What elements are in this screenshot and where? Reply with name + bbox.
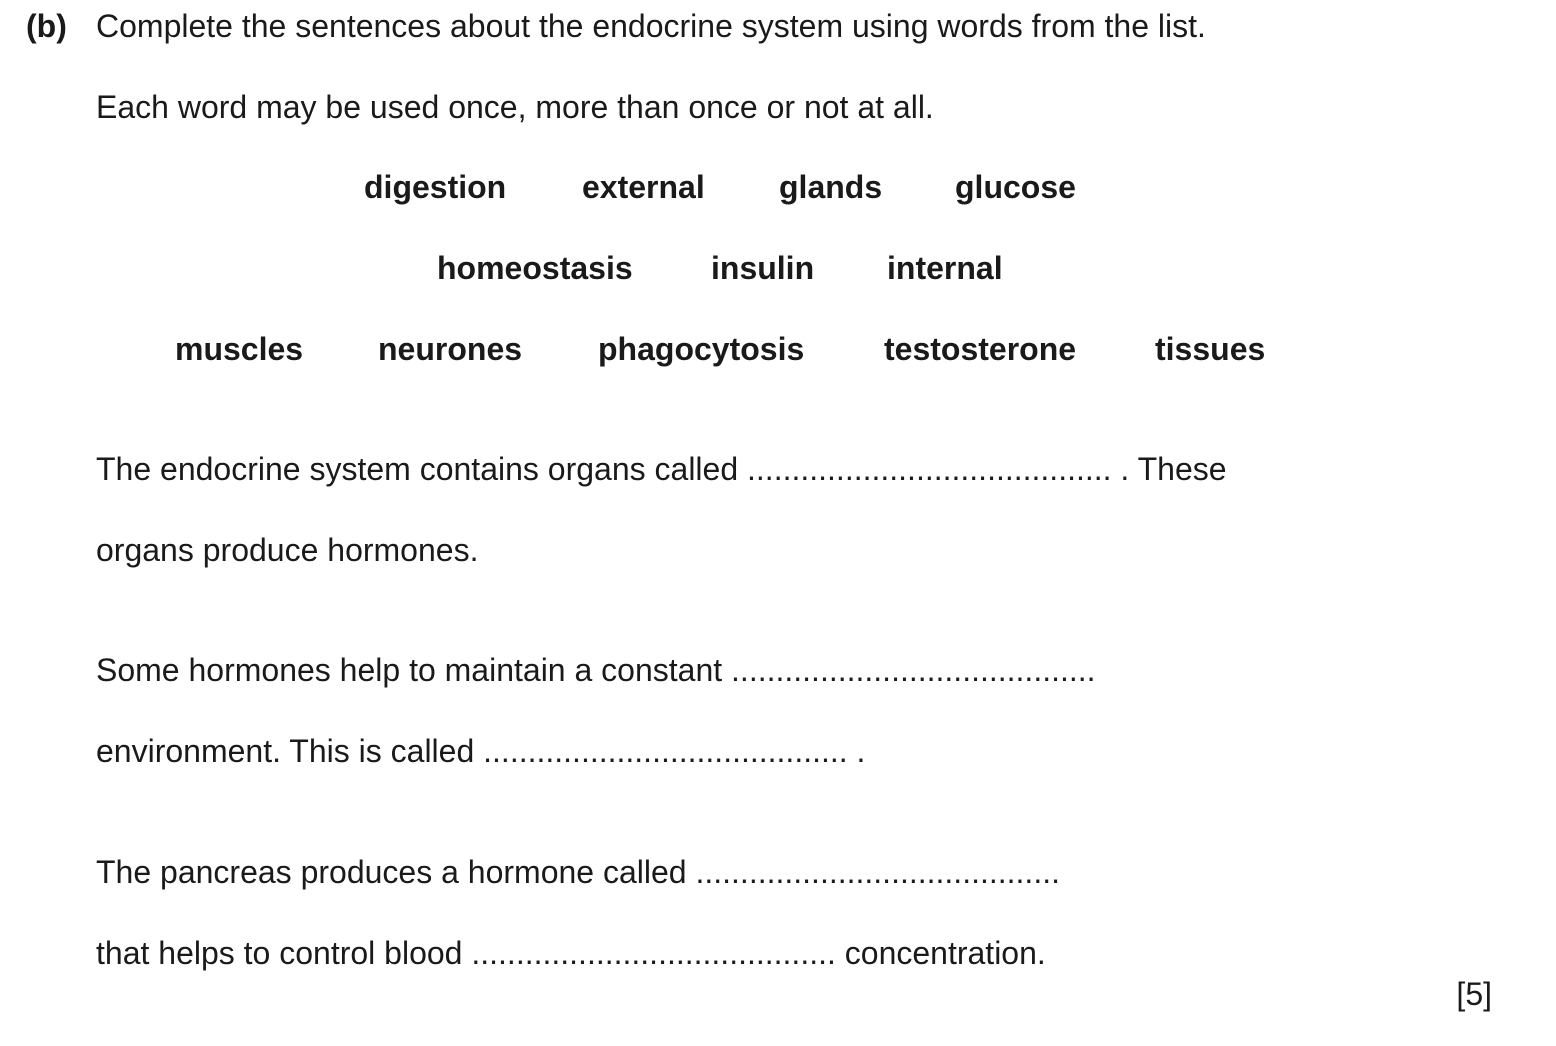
sentence-homeostasis-line1: Some hormones help to maintain a constant ......................................... [96,652,1096,688]
word-glucose: glucose [955,169,1076,205]
word-homeostasis: homeostasis [437,250,633,286]
word-testosterone: testosterone [884,331,1077,367]
sentence-glands-line1: The endocrine system contains organs called ......................................... . These [96,451,1227,487]
instruction-word-usage: Each word may be used once, more than once or not at all. [96,89,934,125]
word-digestion: digestion [364,169,507,205]
word-muscles: muscles [175,331,304,367]
marks-indicator: [5] [1456,976,1492,1012]
instruction-complete-sentences: Complete the sentences about the endocrine system using words from the list. [96,8,1206,44]
sentence-insulin-line1: The pancreas produces a hormone called ......................................... [96,854,1060,890]
sentence-glands-line2: organs produce hormones. [96,532,479,568]
sentence-insulin-line2: that helps to control blood ......................................... concentration. [96,935,1046,971]
word-phagocytosis: phagocytosis [598,331,805,367]
word-neurones: neurones [378,331,523,367]
word-tissues: tissues [1155,331,1266,367]
word-insulin: insulin [711,250,815,286]
word-external: external [582,169,705,205]
word-internal: internal [887,250,1003,286]
word-glands: glands [779,169,883,205]
question-part-label: (b) [26,8,67,44]
sentence-homeostasis-line2: environment. This is called ......................................... . [96,733,866,769]
